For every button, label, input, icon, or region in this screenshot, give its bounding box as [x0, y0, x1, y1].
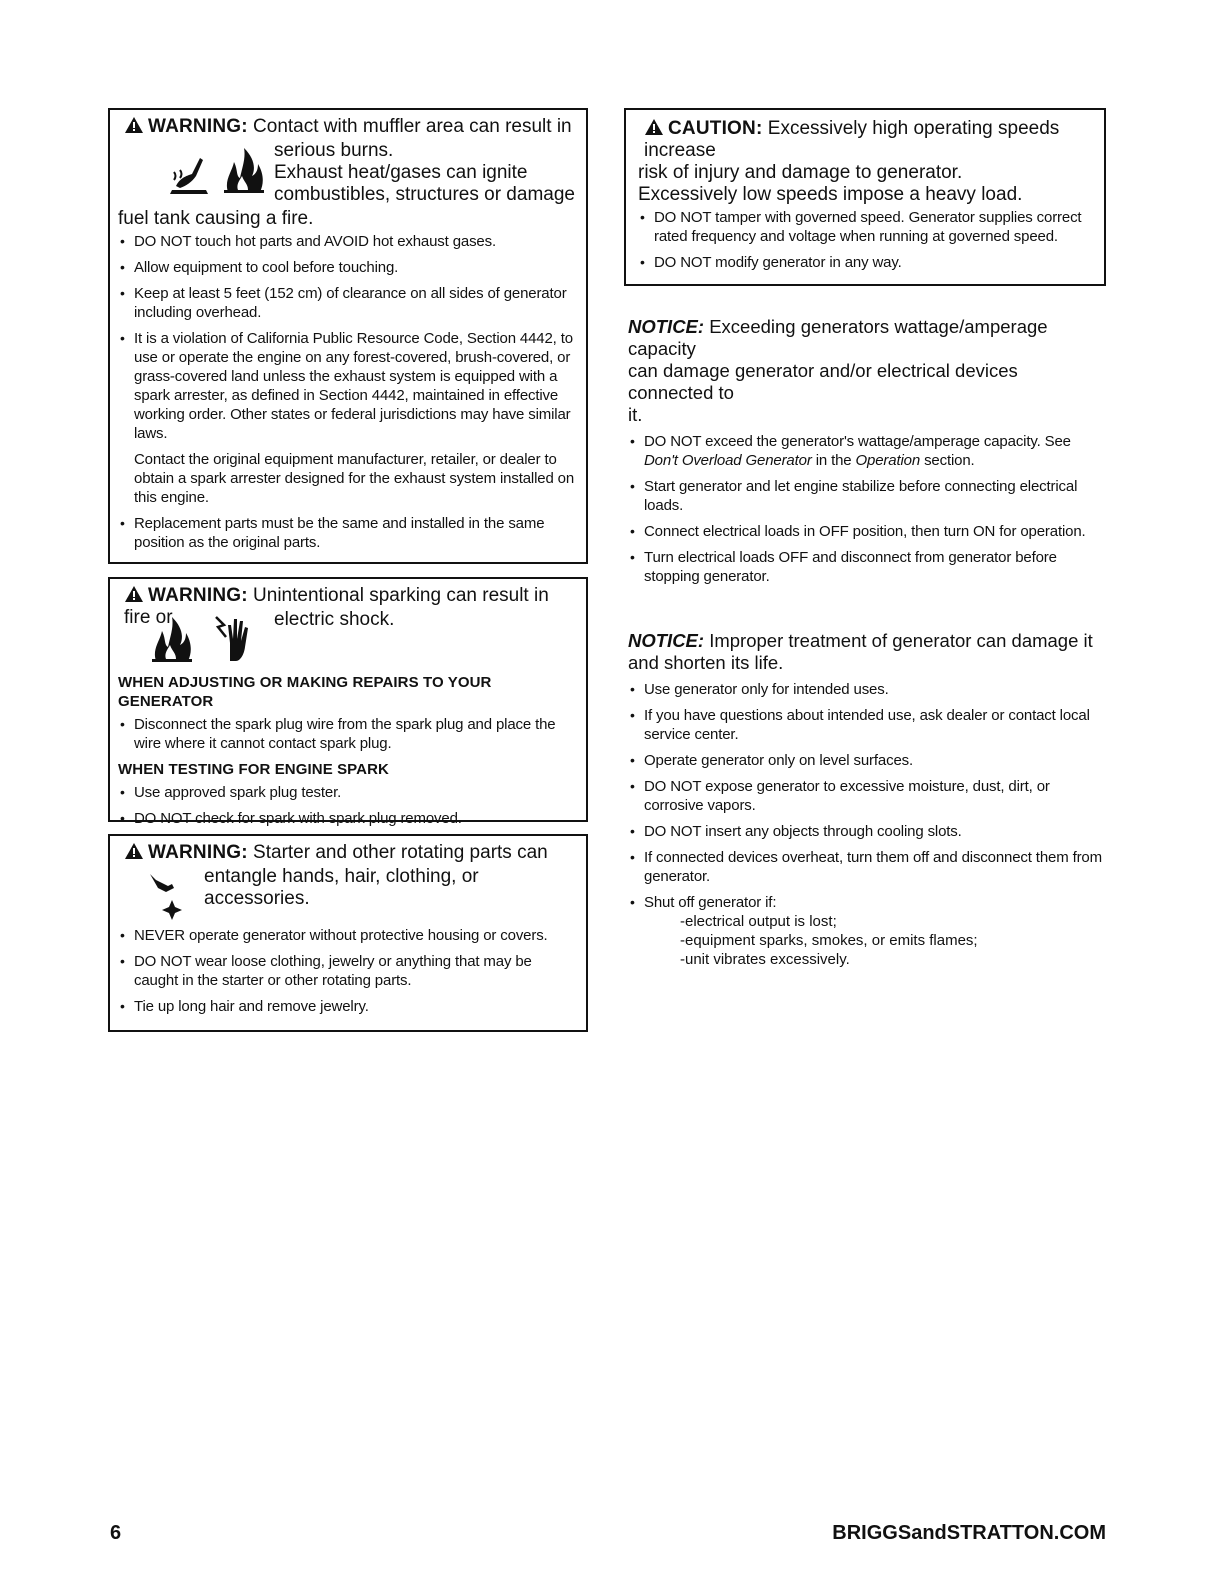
footer-website: BRIGGSandSTRATTON.COM: [832, 1522, 1106, 1544]
warning-box-rotating-parts: [108, 834, 588, 1032]
warning-triangle-icon: [124, 585, 144, 603]
list-item: • DO NOT modify generator in any way.: [638, 253, 1096, 272]
list-item: • If connected devices overheat, turn them off and disconnect them from generator.: [628, 848, 1108, 886]
fire-icon: [150, 615, 194, 663]
list-item: • Connect electrical loads in OFF position, then turn ON for operation.: [628, 522, 1108, 541]
sub-item: -unit vibrates excessively.: [680, 951, 850, 968]
notice-wattage: [628, 316, 1108, 593]
list-item: • Tie up long hair and remove jewelry.: [118, 997, 578, 1016]
warning-line: Exhaust heat/gases can ignite: [274, 162, 528, 183]
spark-arrester-paragraph: Contact the original equipment manufacturer, retailer, or dealer to obtain a spark arrester designed for the exhaust system installed on this engine.: [134, 451, 575, 506]
caution-line: risk of injury and damage to generator.: [638, 162, 963, 183]
warning-signal-word: WARNING:: [148, 585, 248, 606]
warning-line: serious burns.: [274, 140, 394, 161]
caution-line: Excessively low speeds impose a heavy load.: [638, 184, 1023, 205]
list-item: • DO NOT wear loose clothing, jewelry or anything that may be caught in the starter or other rotating parts.: [118, 952, 578, 990]
notice-line: can damage generator and/or electrical devices connected to: [628, 360, 1018, 403]
notice-improper-treatment: [628, 630, 1108, 969]
sub-item: -electrical output is lost;: [680, 913, 837, 930]
list-item: • Use generator only for intended uses.: [628, 680, 1108, 699]
list-item: • DO NOT tamper with governed speed. Generator supplies correct rated frequency and voltage when running at governed speed.: [638, 208, 1096, 246]
caution-box-speed: [624, 108, 1106, 286]
warning-triangle-icon: [644, 118, 664, 136]
warning-line: entangle hands, hair, clothing, or accessories.: [204, 866, 479, 909]
warning-triangle-icon: [124, 116, 144, 134]
list-item: • DO NOT check for spark with spark plug removed.: [118, 809, 578, 828]
entanglement-icon: [146, 870, 190, 922]
list-item: • NEVER operate generator without protective housing or covers.: [118, 926, 578, 945]
caution-header: [638, 118, 1096, 162]
warning-signal-word: WARNING:: [148, 116, 248, 137]
list-item: • Shut off generator if:: [628, 893, 1108, 912]
notice-line: it.: [628, 404, 643, 425]
warning-box-sparking: [108, 577, 588, 827]
list-item: • DO NOT insert any objects through cooling slots.: [628, 822, 1108, 841]
notice-header: [628, 316, 1108, 360]
list-item: • Disconnect the spark plug wire from the spark plug and place the wire where it cannot contact spark plug.: [118, 715, 578, 753]
notice-header: [628, 630, 1108, 652]
warning-line: Starter and other rotating parts can: [253, 842, 548, 863]
notice-line: Improper treatment of generator can damage it: [709, 630, 1093, 651]
notice-line: Exceeding generators wattage/amperage capacity: [628, 316, 1048, 359]
warning-line: Unintentional sparking can result in fire or: [124, 585, 549, 628]
hot-surface-icon: [166, 150, 212, 196]
warning-triangle-icon: [124, 842, 144, 860]
notice-line: and shorten its life.: [628, 652, 784, 673]
electric-shock-icon: [212, 613, 256, 663]
warning-signal-word: WARNING:: [148, 842, 248, 863]
list-item: • DO NOT exceed the generator's wattage/amperage capacity. See Don't Overload Generator in the Operation section.: [628, 432, 1108, 470]
caution-signal-word: CAUTION:: [668, 118, 763, 139]
list-item: • Start generator and let engine stabilize before connecting electrical loads.: [628, 477, 1108, 515]
warning-line: electric shock.: [274, 609, 395, 630]
list-item: • DO NOT touch hot parts and AVOID hot exhaust gases.: [118, 232, 578, 251]
sub-item: -equipment sparks, smokes, or emits flames;: [680, 932, 978, 949]
caution-line: Excessively high operating speeds increase: [644, 118, 1060, 161]
list-item: • Keep at least 5 feet (152 cm) of clearance on all sides of generator including overhead.: [118, 284, 578, 322]
section-subhead: WHEN ADJUSTING OR MAKING REPAIRS TO YOUR GENERATOR: [118, 674, 492, 710]
notice-title: NOTICE:: [628, 316, 705, 337]
list-item: • Turn electrical loads OFF and disconnect from generator before stopping generator.: [628, 548, 1108, 586]
list-item: • Replacement parts must be the same and installed in the same position as the original parts.: [118, 514, 578, 552]
list-item: • Operate generator only on level surfaces.: [628, 751, 1108, 770]
list-item: • Use approved spark plug tester.: [118, 783, 578, 802]
section-subhead: WHEN TESTING FOR ENGINE SPARK: [118, 761, 389, 778]
warning-line: combustibles, structures or damage: [274, 184, 575, 205]
fire-icon: [222, 146, 266, 194]
notice-title: NOTICE:: [628, 630, 705, 651]
list-item: • If you have questions about intended use, ask dealer or contact local service center.: [628, 706, 1108, 744]
list-item: • Allow equipment to cool before touching.: [118, 258, 578, 277]
warning-box-muffler: [108, 108, 588, 564]
warning-header: [124, 842, 548, 864]
warning-line: fuel tank causing a fire.: [118, 208, 314, 229]
warning-line: Contact with muffler area can result in: [253, 116, 572, 137]
page-number: 6: [110, 1522, 122, 1544]
list-item: • It is a violation of California Public Resource Code, Section 4442, to use or operate the engine on any forest-covered, brush-covered, or grass-covered land unless the exhaust system is equipped with a spark arrester, as defined in Section 4442, maintained in effective working order. Other states or federal jurisdictions may have similar laws.: [118, 329, 578, 443]
list-item: • DO NOT expose generator to excessive moisture, dust, dirt, or corrosive vapors.: [628, 777, 1108, 815]
warning-header: [124, 116, 572, 138]
